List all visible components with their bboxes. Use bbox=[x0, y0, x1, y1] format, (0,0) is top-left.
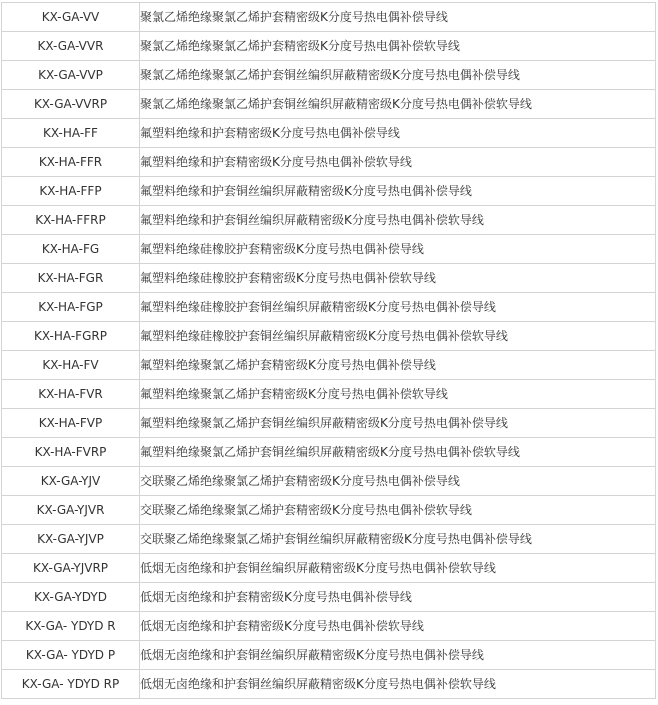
model-code-cell: KX-GA- YDYD P bbox=[2, 641, 140, 670]
table-row bbox=[2, 467, 656, 496]
description-cell: 氟塑料绝缘聚氯乙烯护套精密级K分度号热电偶补偿导线 bbox=[140, 351, 656, 380]
description-cell: 氟塑料绝缘聚氯乙烯护套精密级K分度号热电偶补偿软导线 bbox=[140, 380, 656, 409]
description-cell: 氟塑料绝缘和护套精密级K分度号热电偶补偿导线 bbox=[140, 119, 656, 148]
description-cell: 聚氯乙烯绝缘聚氯乙烯护套精密级K分度号热电偶补偿软导线 bbox=[140, 32, 656, 61]
model-code-cell: KX-HA-FVR bbox=[2, 380, 140, 409]
model-code-cell: KX-GA- YDYD R bbox=[2, 612, 140, 641]
table-row bbox=[2, 554, 656, 583]
description-cell: 交联聚乙烯绝缘聚氯乙烯护套铜丝编织屏蔽精密级K分度号热电偶补偿导线 bbox=[140, 525, 656, 554]
model-code-cell: KX-GA- YDYD RP bbox=[2, 670, 140, 699]
table-body bbox=[2, 3, 656, 699]
table-row bbox=[2, 438, 656, 467]
model-code-cell: KX-GA-VVR bbox=[2, 32, 140, 61]
table-row bbox=[2, 61, 656, 90]
description-cell: 氟塑料绝缘和护套精密级K分度号热电偶补偿软导线 bbox=[140, 148, 656, 177]
description-cell: 聚氯乙烯绝缘聚氯乙烯护套铜丝编织屏蔽精密级K分度号热电偶补偿软导线 bbox=[140, 90, 656, 119]
description-cell: 氟塑料绝缘和护套铜丝编织屏蔽精密级K分度号热电偶补偿导线 bbox=[140, 177, 656, 206]
model-code-cell: KX-HA-FFP bbox=[2, 177, 140, 206]
model-code-cell: KX-GA-YJVR bbox=[2, 496, 140, 525]
table-row bbox=[2, 177, 656, 206]
table-row bbox=[2, 206, 656, 235]
model-code-cell: KX-HA-FFRP bbox=[2, 206, 140, 235]
table-row bbox=[2, 32, 656, 61]
table-row bbox=[2, 525, 656, 554]
table-row bbox=[2, 119, 656, 148]
description-cell: 氟塑料绝缘硅橡胶护套精密级K分度号热电偶补偿导线 bbox=[140, 235, 656, 264]
model-code-cell: KX-GA-VVRP bbox=[2, 90, 140, 119]
table-row bbox=[2, 641, 656, 670]
table-row bbox=[2, 583, 656, 612]
table-row bbox=[2, 496, 656, 525]
model-code-cell: KX-GA-VVP bbox=[2, 61, 140, 90]
model-code-cell: KX-HA-FGRP bbox=[2, 322, 140, 351]
model-code-cell: KX-GA-YJV bbox=[2, 467, 140, 496]
table-row bbox=[2, 235, 656, 264]
table-row bbox=[2, 380, 656, 409]
description-cell: 聚氯乙烯绝缘聚氯乙烯护套精密级K分度号热电偶补偿导线 bbox=[140, 3, 656, 32]
description-cell: 聚氯乙烯绝缘聚氯乙烯护套铜丝编织屏蔽精密级K分度号热电偶补偿导线 bbox=[140, 61, 656, 90]
compensation-cable-spec-table bbox=[1, 2, 656, 699]
model-code-cell: KX-HA-FGR bbox=[2, 264, 140, 293]
model-code-cell: KX-HA-FF bbox=[2, 119, 140, 148]
description-cell: 低烟无卤绝缘和护套铜丝编织屏蔽精密级K分度号热电偶补偿软导线 bbox=[140, 554, 656, 583]
description-cell: 氟塑料绝缘硅橡胶护套精密级K分度号热电偶补偿软导线 bbox=[140, 264, 656, 293]
description-cell: 低烟无卤绝缘和护套铜丝编织屏蔽精密级K分度号热电偶补偿软导线 bbox=[140, 670, 656, 699]
model-code-cell: KX-HA-FVRP bbox=[2, 438, 140, 467]
model-code-cell: KX-GA-VV bbox=[2, 3, 140, 32]
table-row bbox=[2, 670, 656, 699]
description-cell: 氟塑料绝缘聚氯乙烯护套铜丝编织屏蔽精密级K分度号热电偶补偿导线 bbox=[140, 409, 656, 438]
description-cell: 低烟无卤绝缘和护套铜丝编织屏蔽精密级K分度号热电偶补偿导线 bbox=[140, 641, 656, 670]
table-row bbox=[2, 322, 656, 351]
description-cell: 氟塑料绝缘硅橡胶护套铜丝编织屏蔽精密级K分度号热电偶补偿软导线 bbox=[140, 322, 656, 351]
description-cell: 低烟无卤绝缘和护套精密级K分度号热电偶补偿导线 bbox=[140, 583, 656, 612]
table-row bbox=[2, 351, 656, 380]
model-code-cell: KX-HA-FG bbox=[2, 235, 140, 264]
table-row bbox=[2, 148, 656, 177]
model-code-cell: KX-GA-YJVRP bbox=[2, 554, 140, 583]
table-row bbox=[2, 612, 656, 641]
table-row bbox=[2, 264, 656, 293]
model-code-cell: KX-HA-FV bbox=[2, 351, 140, 380]
description-cell: 氟塑料绝缘聚氯乙烯护套铜丝编织屏蔽精密级K分度号热电偶补偿软导线 bbox=[140, 438, 656, 467]
description-cell: 氟塑料绝缘和护套铜丝编织屏蔽精密级K分度号热电偶补偿软导线 bbox=[140, 206, 656, 235]
table-row bbox=[2, 90, 656, 119]
description-cell: 交联聚乙烯绝缘聚氯乙烯护套精密级K分度号热电偶补偿软导线 bbox=[140, 496, 656, 525]
model-code-cell: KX-HA-FGP bbox=[2, 293, 140, 322]
model-code-cell: KX-HA-FFR bbox=[2, 148, 140, 177]
table-row bbox=[2, 3, 656, 32]
table-row bbox=[2, 293, 656, 322]
description-cell: 交联聚乙烯绝缘聚氯乙烯护套精密级K分度号热电偶补偿导线 bbox=[140, 467, 656, 496]
model-code-cell: KX-GA-YJVP bbox=[2, 525, 140, 554]
table-row bbox=[2, 409, 656, 438]
description-cell: 低烟无卤绝缘和护套精密级K分度号热电偶补偿软导线 bbox=[140, 612, 656, 641]
model-code-cell: KX-GA-YDYD bbox=[2, 583, 140, 612]
model-code-cell: KX-HA-FVP bbox=[2, 409, 140, 438]
description-cell: 氟塑料绝缘硅橡胶护套铜丝编织屏蔽精密级K分度号热电偶补偿导线 bbox=[140, 293, 656, 322]
